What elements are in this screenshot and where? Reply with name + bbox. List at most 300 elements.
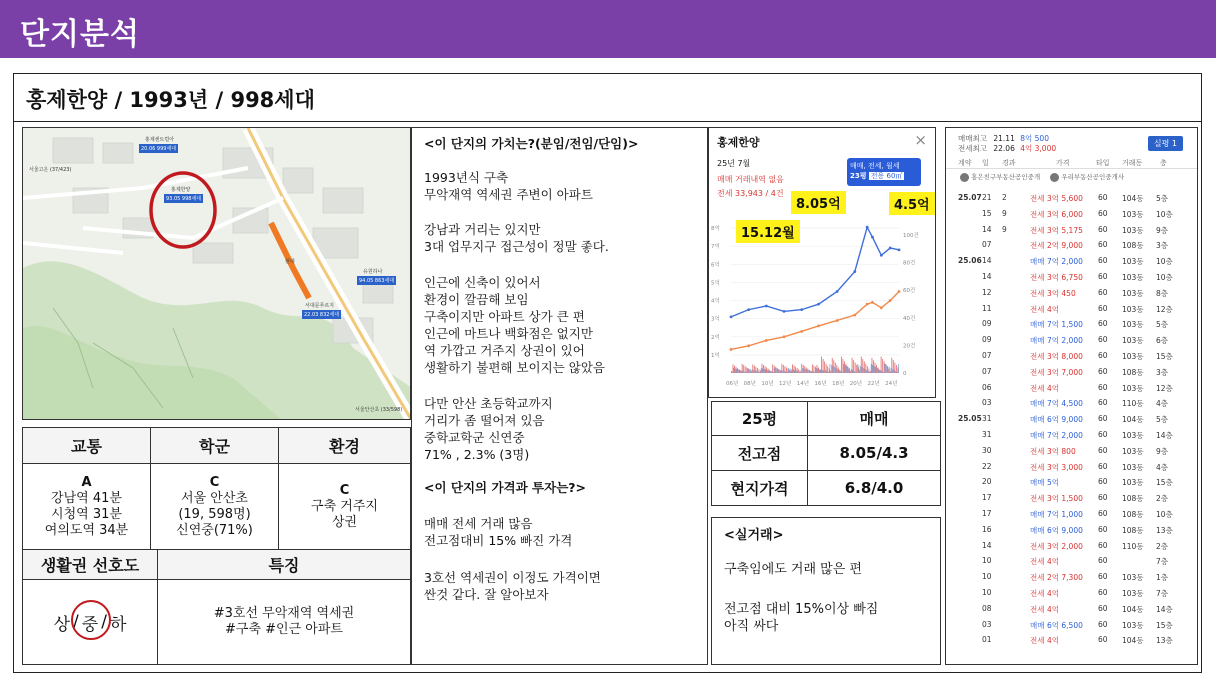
volume-bar (788, 368, 789, 373)
volume-bar (800, 370, 801, 373)
volume-bar (770, 371, 771, 373)
volume-bar (816, 368, 817, 373)
data-point (853, 314, 856, 317)
x-tick-label: 24년 (885, 381, 898, 387)
note-line: 71% , 2.3% (3명) (424, 447, 530, 462)
x-tick-label: 16년 (814, 381, 827, 387)
volume-bar (895, 371, 896, 373)
tx-floor: 10층 (1156, 257, 1173, 267)
tx-day: 12 (982, 287, 992, 297)
volume-bar (755, 371, 756, 374)
volume-bar (893, 360, 894, 373)
tx-type: 매매 (1030, 336, 1045, 346)
volume-bar (849, 369, 850, 373)
preference-header: 생활권 선호도 (23, 550, 158, 580)
table-row[interactable] (946, 349, 1198, 363)
volume-bar (868, 369, 869, 373)
volume-bar (783, 365, 784, 373)
tx-price: 5억 (1047, 478, 1060, 488)
analysis-frame (13, 73, 1202, 673)
preference-low: 하 (109, 614, 127, 635)
environment-line-2: 상권 (331, 514, 358, 530)
tx-size: 60 (1098, 382, 1108, 392)
volume-bar (842, 372, 843, 373)
volume-bar (797, 371, 798, 373)
tx-type: 전세 (1030, 194, 1045, 203)
table-row[interactable] (946, 317, 1198, 331)
tx-price: 3억 6,750 (1047, 273, 1083, 282)
volume-bar (733, 364, 734, 373)
tx-price: 2억 7,300 (1047, 573, 1083, 583)
volume-bar (772, 372, 773, 374)
volume-bar (775, 367, 776, 373)
volume-bar (828, 372, 829, 373)
table-row[interactable] (946, 223, 1198, 237)
tx-price: 6억 6,500 (1047, 620, 1083, 630)
volume-bar (802, 368, 803, 373)
volume-bar (773, 372, 774, 373)
x-tick-label: 12년 (779, 381, 792, 387)
volume-bar (804, 366, 805, 373)
volume-bar (791, 369, 792, 373)
data-point (765, 339, 768, 342)
tx-price: 3억 8,000 (1047, 352, 1083, 361)
map-canvas (23, 128, 411, 420)
tx-dong: 103동 (1122, 288, 1144, 298)
preference-mid (82, 610, 98, 635)
y-tick-label: 4억 (711, 298, 720, 305)
volume-bar (739, 369, 740, 373)
table-row[interactable] (946, 207, 1198, 221)
table-row[interactable] (946, 191, 1198, 205)
tx-type: 매매 (1030, 510, 1045, 519)
volume-bar (836, 365, 837, 373)
volume-bar (833, 360, 834, 373)
environment-grade: C (339, 482, 350, 498)
transport-header: 교통 (23, 428, 151, 464)
size-tag: 23평 (850, 172, 867, 180)
tx-price: 3억 7,000 (1047, 367, 1083, 377)
volume-bar (849, 368, 850, 373)
volume-bar (867, 366, 868, 373)
tx-floor: 14층 (1156, 431, 1173, 440)
price-col-sale: 매매 (808, 402, 940, 436)
data-point (730, 315, 733, 318)
subtitle-bar (14, 74, 1201, 122)
volume-bar (872, 365, 873, 373)
volume-bar (859, 370, 860, 373)
tx-col-header[interactable]: 타입 (1096, 159, 1110, 167)
table-row[interactable] (946, 428, 1198, 442)
tx-size: 60 (1098, 430, 1108, 439)
table-row[interactable] (946, 412, 1198, 426)
map-label-ansan-school: 서울안산초 (33/598) (355, 407, 403, 413)
agent-2: 우리부동산공인중개사 (1061, 173, 1125, 181)
tx-price: 4억 (1047, 636, 1060, 646)
tx-floor: 13층 (1156, 636, 1173, 646)
tx-price: 7억 2,000 (1047, 257, 1083, 267)
tx-col-header[interactable]: 일 (982, 159, 989, 167)
volume-bar (827, 366, 828, 373)
tx-size: 60 (1098, 303, 1108, 313)
data-point (836, 290, 839, 293)
volume-bar (817, 369, 818, 374)
volume-bar (789, 370, 790, 373)
volume-bar (879, 370, 880, 373)
volume-bar (885, 364, 886, 373)
tx-floor: 14층 (1156, 604, 1173, 614)
chart-jeonse-label: 전세 33,943 / 4건 (717, 189, 784, 198)
note-line: 환경이 깔끔해 보임 (424, 292, 529, 307)
volume-bar (761, 368, 762, 373)
volume-bar (752, 370, 753, 374)
environment-header: 환경 (279, 428, 410, 464)
tx-price: 3억 3,000 (1047, 462, 1083, 472)
volume-bar (856, 372, 857, 373)
volume-bar (736, 367, 737, 373)
school-header: 학군 (151, 428, 279, 464)
volume-bar (790, 369, 791, 374)
volume-bar (821, 357, 822, 373)
volume-bar (898, 364, 899, 373)
y-right-tick-label: 100건 (903, 233, 919, 239)
map-label-central: 홍제센트럴아 (145, 137, 174, 143)
map-label-goeun: 서울고은 (37/423) (29, 167, 72, 173)
tx-col-header[interactable]: 거래동 (1122, 159, 1143, 167)
table-row[interactable] (946, 570, 1198, 584)
tx-day: 17 (982, 509, 992, 518)
table-row[interactable] (946, 602, 1198, 616)
volume-bar (801, 372, 802, 373)
table-row[interactable] (946, 507, 1198, 521)
location-map[interactable] (22, 127, 411, 420)
tx-day: 09 (982, 335, 992, 345)
volume-bar (784, 371, 785, 373)
volume-bar (892, 369, 893, 373)
x-tick-label: 08년 (743, 381, 756, 387)
table-row[interactable] (946, 270, 1198, 284)
volume-bar (859, 365, 860, 373)
tx-dong: 103동 (1122, 225, 1144, 235)
tx-type: 전세 (1030, 604, 1045, 614)
note-line: 매매 전세 거래 많음 (424, 516, 533, 531)
tx-floor: 15층 (1156, 478, 1173, 488)
volume-bar (748, 369, 749, 373)
volume-bar (844, 361, 845, 373)
volume-bar (876, 365, 877, 373)
preference-mid-circle (71, 600, 111, 640)
tx-type: 전세 (1030, 462, 1045, 472)
tx-size: 60 (1098, 509, 1108, 518)
real-area-button[interactable]: 실평 1 (1148, 136, 1183, 151)
tx-dong: 103동 (1122, 446, 1144, 456)
volume-bar (781, 370, 782, 373)
data-point (765, 305, 768, 308)
tx-day: 09 (982, 319, 992, 329)
volume-bar (778, 369, 779, 373)
tx-col-header[interactable]: 가격 (1056, 159, 1070, 167)
volume-bar (799, 372, 800, 374)
tx-floor: 4층 (1156, 399, 1169, 409)
volume-bar (858, 367, 859, 373)
table-row[interactable] (946, 491, 1198, 505)
volume-bar (881, 357, 882, 373)
volume-bar (732, 372, 733, 373)
tx-dong: 110동 (1122, 399, 1144, 409)
tx-dong: 103동 (1122, 620, 1144, 630)
volume-bar (735, 369, 736, 374)
volume-bar (846, 366, 847, 373)
volume-bar (805, 369, 806, 373)
tx-type: 매매 (1030, 525, 1045, 535)
x-tick-label: 18년 (832, 381, 845, 387)
preference-sep-1: / (73, 612, 79, 632)
tx-col-header[interactable]: 층 (1160, 159, 1167, 167)
tx-dong: 108동 (1122, 525, 1144, 535)
volume-bar (736, 369, 737, 373)
data-point (783, 310, 786, 313)
tx-floor: 4층 (1156, 462, 1169, 472)
volume-bar (889, 367, 890, 373)
volume-bar (880, 370, 881, 373)
tx-day: 30 (982, 445, 992, 455)
volume-bar (772, 364, 773, 373)
volume-bar (793, 370, 794, 374)
tx-size: 60 (1098, 366, 1108, 376)
volume-bar (807, 370, 808, 374)
volume-bar (768, 369, 769, 373)
transport-cell (23, 464, 151, 550)
data-point (880, 306, 883, 309)
tx-dong: 104동 (1122, 604, 1144, 614)
volume-bar (842, 359, 843, 373)
tx-day: 06 (982, 382, 992, 392)
volume-bar (813, 366, 814, 373)
volume-bar (897, 367, 898, 373)
volume-bar (777, 368, 778, 373)
table-row[interactable] (946, 396, 1198, 410)
volume-bar (754, 366, 755, 373)
volume-bar (891, 358, 892, 373)
volume-bar (806, 367, 807, 373)
summary-jeonse-value: 4억 3,000 (1020, 144, 1057, 153)
volume-bar (749, 370, 750, 373)
note-line: 3호선 역세권이 이정도 가격이면 (424, 570, 601, 585)
volume-bar (894, 370, 895, 373)
volume-bar (743, 365, 744, 373)
tx-dong: 103동 (1122, 589, 1144, 598)
summary-sale-label: 매매최고 (958, 134, 987, 143)
volume-bar (765, 370, 766, 374)
tx-floor: 5층 (1156, 194, 1169, 203)
volume-bar (846, 364, 847, 373)
y-tick-label: 7억 (711, 244, 720, 251)
tx-size: 60 (1098, 556, 1108, 566)
volume-bar (845, 365, 846, 373)
tx-dong: 103동 (1122, 257, 1144, 267)
tx-floor: 2층 (1156, 494, 1169, 504)
table-row[interactable] (946, 475, 1198, 489)
volume-bar (751, 371, 752, 373)
transport-line-1: 강남역 41분 (51, 490, 122, 506)
tx-size: 60 (1098, 240, 1108, 250)
tx-type: 전세 (1030, 557, 1045, 567)
tx-floor: 9층 (1156, 446, 1169, 456)
real-deal-line-3: 아직 싸다 (724, 619, 779, 634)
volume-bar (780, 370, 781, 373)
volume-bar (822, 370, 823, 373)
volume-bar (781, 364, 782, 373)
real-deal-title: <실거래> (724, 528, 784, 543)
table-row[interactable] (946, 586, 1198, 600)
table-row[interactable] (946, 444, 1198, 458)
volume-bar (755, 367, 756, 373)
volume-bar (775, 368, 776, 373)
table-row[interactable] (946, 381, 1198, 395)
tx-dong: 103동 (1122, 431, 1144, 440)
volume-bar (897, 372, 898, 373)
volume-bar (856, 365, 857, 373)
series-line-jeonse (731, 292, 899, 350)
y-right-tick-label: 0 (903, 371, 907, 377)
volume-bar (803, 365, 804, 373)
preference-cell (23, 580, 158, 664)
table-row[interactable] (946, 254, 1198, 268)
agent-1: 홍은친구부동산공인중개 (971, 173, 1041, 181)
tx-col-header[interactable]: 계약 (958, 159, 972, 167)
tx-dong: 108동 (1122, 510, 1144, 519)
volume-bar (776, 369, 777, 374)
data-point (889, 299, 892, 302)
table-row[interactable] (946, 618, 1198, 632)
data-point (898, 290, 901, 293)
tx-floor: 15층 (1156, 620, 1173, 630)
tx-col-header[interactable]: 경과 (1002, 159, 1016, 167)
school-line-2: (19, 598명) (178, 506, 251, 522)
volume-bar (894, 363, 895, 373)
table-row[interactable] (946, 554, 1198, 568)
feature-cell (158, 580, 410, 664)
volume-bar (809, 370, 810, 373)
tx-floor: 12층 (1156, 383, 1173, 393)
tx-price: 4억 (1047, 589, 1060, 598)
volume-bar (884, 361, 885, 373)
tx-floor: 2층 (1156, 541, 1169, 551)
volume-bar (832, 358, 833, 373)
data-point (730, 348, 733, 351)
tx-size: 60 (1098, 635, 1108, 645)
summary-sale-date: 21.11 (993, 134, 1015, 143)
volume-bar (835, 363, 836, 373)
table-row[interactable] (946, 286, 1198, 300)
tx-size: 60 (1098, 335, 1108, 345)
tx-size: 60 (1098, 287, 1108, 297)
tx-type: 전세 (1030, 589, 1045, 598)
tx-day: 14 (982, 272, 992, 281)
data-point (880, 254, 883, 257)
tx-month: 25.06 (958, 256, 982, 266)
note-line: 인근에 신축이 있어서 (424, 275, 541, 290)
close-icon[interactable]: × (914, 131, 927, 149)
volume-bar (745, 366, 746, 373)
feature-header: 특징 (158, 550, 410, 580)
tx-day: 10 (982, 588, 992, 597)
volume-bar (767, 370, 768, 373)
volume-bar (863, 368, 864, 373)
tx-dong: 103동 (1122, 209, 1144, 219)
volume-bar (826, 364, 827, 373)
table-row[interactable] (946, 302, 1198, 316)
volume-bar (757, 368, 758, 373)
volume-bar (865, 369, 866, 373)
filter-dropdown[interactable] (847, 158, 921, 186)
note-line: 싼것 같다. 잘 알아보자 (424, 587, 549, 602)
volume-bar (855, 363, 856, 373)
tx-size: 60 (1098, 224, 1108, 234)
tx-price: 3억 6,000 (1047, 209, 1083, 219)
table-row[interactable] (946, 633, 1198, 647)
volume-bar (852, 370, 853, 373)
table-row[interactable] (946, 460, 1198, 474)
table-row[interactable] (946, 539, 1198, 553)
tx-type: 전세 (1030, 494, 1045, 504)
tx-price: 3억 1,500 (1047, 494, 1083, 504)
volume-bar (791, 371, 792, 373)
volume-bar (742, 364, 743, 373)
avatar (1050, 173, 1059, 182)
tx-dong: 103동 (1122, 352, 1144, 361)
tx-size: 60 (1098, 208, 1108, 218)
tx-day: 07 (982, 351, 992, 360)
volume-bar (819, 369, 820, 373)
tx-type: 전세 (1030, 304, 1045, 314)
tx-size: 60 (1098, 461, 1108, 471)
tx-size: 60 (1098, 540, 1108, 550)
tx-day: 07 (982, 366, 992, 376)
tx-dong: 104동 (1122, 194, 1144, 203)
volume-bar (742, 371, 743, 373)
tx-type: 전세 (1030, 288, 1045, 298)
tx-type: 전세 (1030, 541, 1045, 551)
tx-type: 전세 (1030, 225, 1045, 235)
tx-type: 매매 (1030, 431, 1045, 440)
price-row-peak-value: 8.05/4.3 (808, 436, 940, 471)
table-row[interactable] (946, 333, 1198, 347)
tx-day: 20 (982, 477, 992, 487)
volume-bar (808, 370, 809, 373)
volume-bar (834, 367, 835, 373)
y-tick-label: 2억 (711, 334, 720, 341)
tx-price: 7억 1,500 (1047, 320, 1083, 330)
table-row[interactable] (946, 523, 1198, 537)
map-label-hyundai: 현대 (285, 259, 295, 265)
note-line: 구축이지만 아파트 상가 큰 편 (424, 309, 585, 324)
volume-bar (857, 364, 858, 373)
tx-dong: 103동 (1122, 273, 1144, 282)
tx-floor: 3층 (1156, 367, 1169, 377)
volume-bar (765, 366, 766, 373)
tx-price: 7억 2,000 (1047, 431, 1083, 440)
chart-period: 25년 7월 (717, 159, 751, 168)
tx-dong: 103동 (1122, 573, 1144, 583)
school-line-3: 신연중(71%) (176, 522, 253, 538)
x-tick-label: 22년 (867, 381, 880, 387)
agent-row (960, 172, 1124, 182)
tx-day: 08 (982, 603, 992, 613)
table-row[interactable] (946, 365, 1198, 379)
table-row[interactable] (946, 238, 1198, 252)
tx-size: 60 (1098, 588, 1108, 597)
